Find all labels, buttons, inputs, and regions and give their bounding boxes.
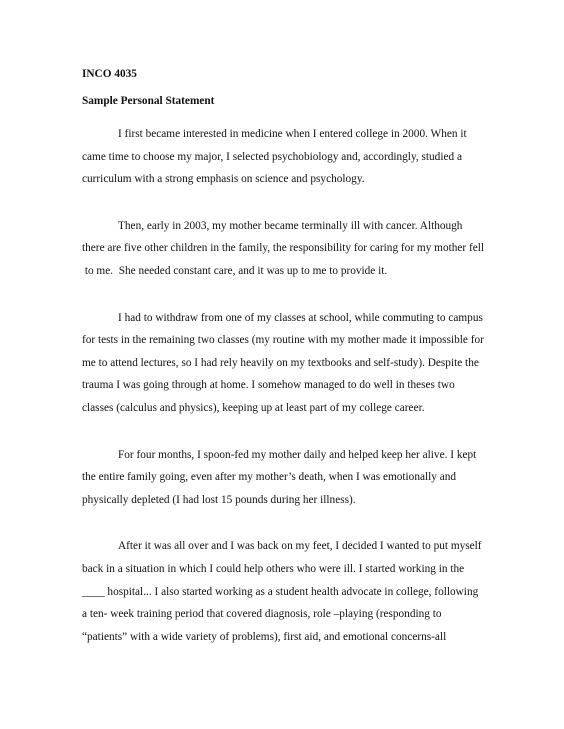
paragraph-3 [82,307,524,420]
text-line: “patients” with a wide variety of problems), first aid, and emotional concerns-all [82,630,447,643]
text-line: curriculum with a strong emphasis on science and psychology. [82,173,365,186]
course-code: INCO 4035 [82,68,137,80]
paragraph-1 [82,123,524,191]
text-line: me to attend lectures, so I had rely heavily on my textbooks and self-study). Despite the [82,356,479,369]
document-title: Sample Personal Statement [82,95,215,107]
text-line: After it was all over and I was back on my feet, I decided I wanted to put myself [118,540,482,553]
paragraph-4 [82,444,524,512]
text-line: there are five other children in the family, the responsibility for caring for my mother fell [82,242,485,255]
text-line: back in a situation in which I could help others who were ill. I started working in the [82,562,465,575]
text-line: For four months, I spoon-fed my mother daily and helped keep her alive. I kept [118,448,477,461]
text-line: Then, early in 2003, my mother became terminally ill with cancer. Although [118,219,463,232]
text-line: the entire family going, even after my mother’s death, when I was emotionally and [82,471,457,484]
paragraph-2 [82,215,524,283]
text-line: I had to withdraw from one of my classes at school, while commuting to campus [118,311,483,324]
text-line: classes (calculus and physics), keeping up at least part of my college career. [82,401,425,414]
text-line: to me. She needed constant care, and it was up to me to provide it. [82,264,388,277]
text-line: ____ hospital... I also started working as a student health advocate in college, following [82,585,479,598]
paragraph-5 [82,535,524,648]
text-line: for tests in the remaining two classes (my routine with my mother made it impossible for [82,334,484,347]
text-line: trauma I was going through at home. I somehow managed to do well in theses two [82,379,455,392]
text-line: a ten- week training period that covered diagnosis, role –playing (responding to [82,608,442,621]
text-line: physically depleted (I had lost 15 pounds during her illness). [82,493,356,506]
text-line: came time to choose my major, I selected psychobiology and, accordingly, studied a [82,150,462,163]
text-line: I first became interested in medicine when I entered college in 2000. When it [118,128,467,140]
